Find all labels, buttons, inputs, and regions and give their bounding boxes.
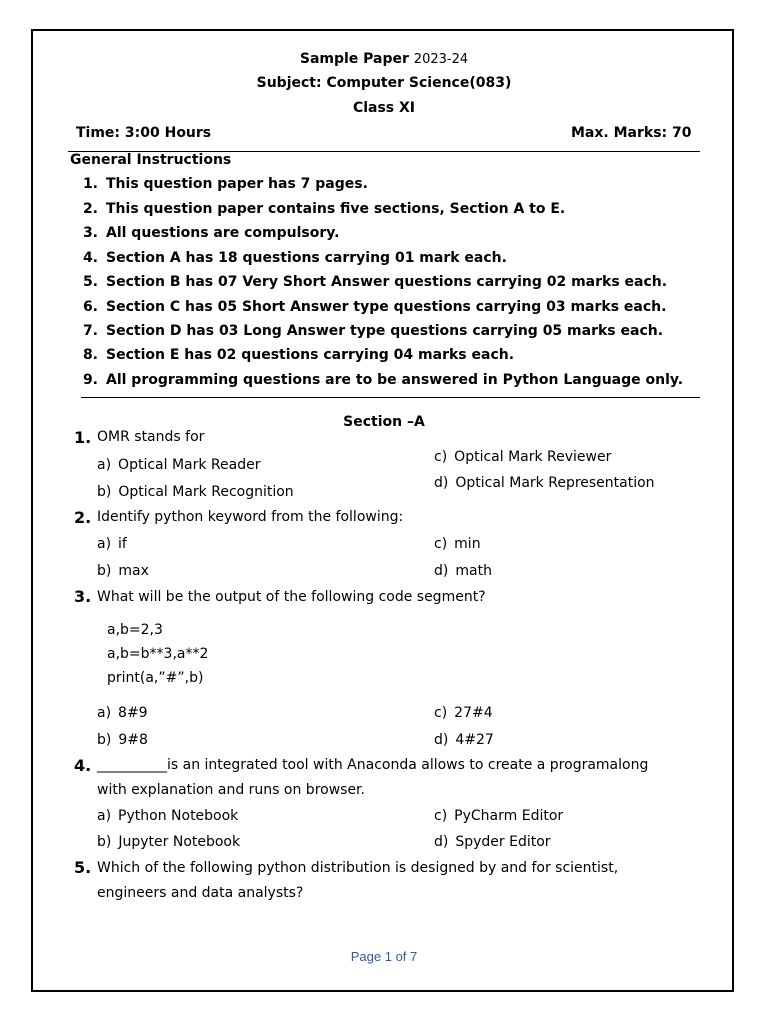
option-c: c) PyCharm Editor (434, 808, 564, 824)
page-number: Page 1 of 7 (350, 949, 418, 964)
max-marks-label: Max. Marks: 70 (571, 125, 692, 141)
option-a: a) 8#9 (97, 705, 148, 721)
question-text: OMR stands for (97, 429, 205, 445)
paper-title: Sample Paper 2023-24 (299, 51, 469, 67)
question-number: 5. (74, 858, 92, 877)
question-text-continued: with explanation and runs on browser. (97, 782, 365, 798)
option-d: d) math (434, 563, 492, 579)
instruction-item: 3. All questions are compulsory. (82, 225, 340, 241)
instruction-item: 2. This question paper contains five sections, Section A to E. (82, 201, 566, 217)
paper-year: 2023-24 (413, 52, 469, 67)
instruction-item: 1. This question paper has 7 pages. (82, 176, 368, 192)
option-b: b) Jupyter Notebook (97, 834, 241, 850)
instruction-item: 9. All programming questions are to be answered in Python Language only. (82, 372, 684, 388)
code-line: a,b=b**3,a**2 (107, 646, 209, 662)
option-c: c) min (434, 536, 481, 552)
option-c: c) 27#4 (434, 705, 493, 721)
option-a: a) if (97, 536, 127, 552)
option-b: b) Optical Mark Recognition (97, 484, 294, 500)
option-c: c) Optical Mark Reviewer (434, 449, 612, 465)
time-label: Time: 3:00 Hours (76, 125, 212, 141)
instructions-divider (81, 397, 700, 398)
option-d: d) 4#27 (434, 732, 494, 748)
question-number: 2. (74, 508, 92, 527)
question-text: Which of the following python distribution is designed by and for scientist, (97, 860, 619, 876)
instruction-item: 8. Section E has 02 questions carrying 04 marks each. (82, 347, 515, 363)
code-line: a,b=2,3 (107, 622, 163, 638)
code-line: print(a,”#”,b) (107, 670, 204, 686)
question-text: Identify python keyword from the following: (97, 509, 404, 525)
question-number: 3. (74, 587, 92, 606)
option-a: a) Python Notebook (97, 808, 239, 824)
question-number: 4. (74, 756, 92, 775)
instruction-item: 4. Section A has 18 questions carrying 01 mark each. (82, 250, 507, 266)
question-text: __________is an integrated tool with Anaconda allows to create a programalong (97, 757, 649, 773)
question-text: What will be the output of the following code segment? (97, 589, 486, 605)
instruction-item: 7. Section D has 03 Long Answer type questions carrying 05 marks each. (82, 323, 664, 339)
option-a: a) Optical Mark Reader (97, 457, 261, 473)
instruction-item: 6. Section C has 05 Short Answer type questions carrying 03 marks each. (82, 299, 667, 315)
subject-line: Subject: Computer Science(083) (256, 75, 512, 91)
option-b: b) max (97, 563, 149, 579)
class-line: Class XI (352, 100, 416, 116)
option-b: b) 9#8 (97, 732, 148, 748)
question-number: 1. (74, 428, 92, 447)
section-title: Section –A (343, 414, 425, 430)
option-d: d) Optical Mark Representation (434, 475, 655, 491)
instruction-item: 5. Section B has 07 Very Short Answer questions carrying 02 marks each. (82, 274, 668, 290)
instructions-heading: General Instructions (70, 152, 232, 168)
question-text-continued: engineers and data analysts? (97, 885, 304, 901)
option-d: d) Spyder Editor (434, 834, 551, 850)
